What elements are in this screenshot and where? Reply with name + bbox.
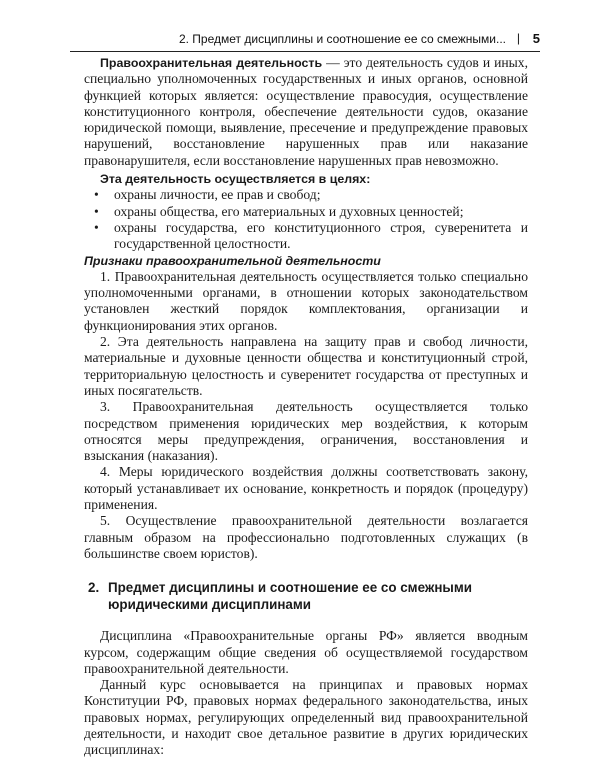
running-header xyxy=(70,31,540,52)
definition-paragraph xyxy=(84,55,528,169)
numbered-paragraph: 2. Эта деятельность направлена на защиту прав и свобод личности, материальные и духовные ценности общества и конституционный строй, территориальную целостность и суверенитет государства от преступных и иных посягательств. xyxy=(84,334,528,398)
page-number: 5 xyxy=(532,31,540,46)
section-title: Предмет дисциплины и соотношение ее со смежными юридическими дисциплинами xyxy=(108,580,473,612)
numbered-paragraph: 3. Правоохранительная деятельность осуществляется только посредством применения юридических мер воздействия, к которым относятся меры предупреждения, ограничения, восстановления и взыскания (наказания). xyxy=(84,399,528,464)
goals-lead: Эта деятельность осуществляется в целях: xyxy=(100,172,371,187)
page-body xyxy=(84,55,528,759)
running-header-title: 2. Предмет дисциплины и соотношение ее со смежными... xyxy=(178,32,506,46)
goals-list xyxy=(84,187,528,252)
running-header-separator: | xyxy=(516,31,520,45)
body-paragraph: Дисциплина «Правоохранительные органы РФ» является вводным курсом, содержащим общие сведения об осуществляемой государством правоохранительной деятельности. xyxy=(84,628,528,676)
signs-list xyxy=(84,269,528,562)
numbered-paragraph: 1. Правоохранительная деятельность осуществляется только специально уполномоченными органами, в отношении которых законодательством установлен жесткий порядок комплектования, организации и функционирования этих органов. xyxy=(84,268,528,333)
section-number: 2. xyxy=(88,580,100,596)
definition-text: — это деятельность судов и иных, специально уполномоченных государственных и иных органов, основной функцией которых является: осуществление правосудия, осуществление конституционного контроля, обеспечение деятельности судов, оказание юридической помощи, выявление, пресечение и предупреждение правовых нарушений, восстановление нарушенных прав или наказание правонарушителя, если восстановление нарушенных прав невозможно. xyxy=(84,55,528,168)
numbered-paragraph: 4. Меры юридического воздействия должны соответствовать закону, который устанавливает их основание, конкретность и порядок (процедуру) применения. xyxy=(84,464,528,513)
definition-term: Правоохранительная деятельность xyxy=(100,56,323,70)
numbered-paragraph: 5. Осуществление правоохранительной деятельности возлагается главным образом на профессионально подготовленных служащих (в большинстве своем юристов). xyxy=(84,513,528,561)
list-item: • охраны общества, его материальных и духовных ценностей; xyxy=(114,204,528,220)
body-paragraph: Данный курс основывается на принципах и правовых нормах Конституции РФ, правовых нормах федерального законодательства, иных правовых нормах, регулирующих определенный вид правоохранительной деятельности, и находит свое детальное развитие в других юридических дисциплинах: xyxy=(84,677,528,758)
list-item: • охраны государства, его конституционного строя, суверенитета и государственной целостности. xyxy=(114,220,528,253)
signs-heading: Признаки правоохранительной деятельности xyxy=(84,253,381,268)
list-item: • охраны личности, ее прав и свобод; xyxy=(114,187,528,203)
section-heading xyxy=(84,580,528,613)
